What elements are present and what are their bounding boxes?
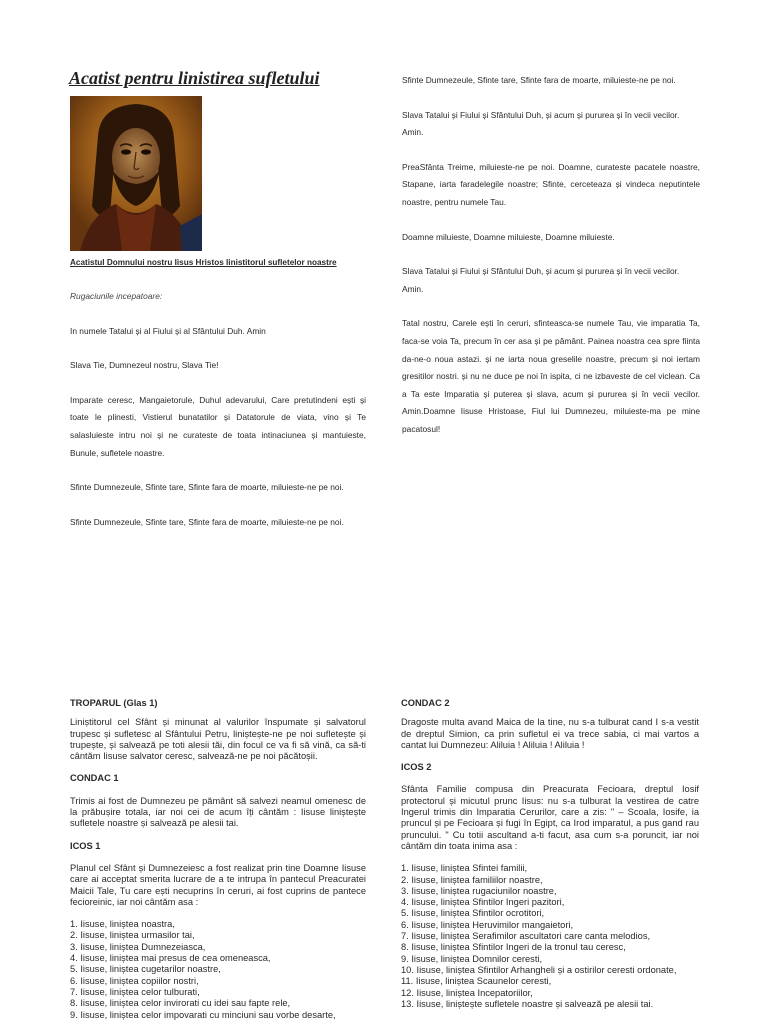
left-top-column	[70, 288, 366, 531]
list-item: 9. Iisuse, liniștea celor impovarati cu minciuni sau vorbe desarte,	[70, 1009, 336, 1020]
right-top-column	[402, 72, 700, 439]
list-item: 3. Iisuse, liniștea Dumnezeiasca,	[70, 941, 206, 952]
list-item: 7. Iisuse, liniștea Serafimilor ascultatori care canta melodios,	[401, 931, 651, 942]
paragraph: Imparate ceresc, Mangaietorule, Duhul adevarului, Care pretutindeni ești și toate le plinesti, Vistierul bunatatilor și Datatorule de viata, vino și Te salasluieste intru noi și ne curateste de toata intinaciunea și mantuieste, Bunule, sufletele noastre.	[70, 394, 366, 458]
list-item: 7. Iisuse, liniștea celor tulburati,	[70, 986, 200, 997]
paragraph: Sfinte Dumnezeule, Sfinte tare, Sfinte fara de moarte, miluieste-ne pe noi.	[402, 75, 676, 85]
troparul-heading: TROPARUL (Glas 1)	[70, 698, 158, 708]
icos1-heading: ICOS 1	[70, 840, 101, 851]
introductory-prayers-heading: Rugaciunile incepatoare:	[70, 291, 163, 301]
icos2-list	[401, 863, 699, 1010]
list-item: 1. Iisuse, liniștea Sfintei familii,	[401, 863, 528, 874]
condac1-text: Trimis ai fost de Dumnezeu pe pământ să salvezi neamul omenesc de la prăbușire totala, iar noi cei de acum îți cântăm : Iisuse liniștește sufletele noastre și salvează pe alesii tai.	[70, 795, 366, 829]
christ-icon	[70, 96, 202, 251]
list-item: 6. Iisuse, liniștea Heruvimilor mangaietori,	[401, 919, 574, 930]
list-item: 13. Iisuse, liniștește sufletele noastre și salvează pe alesii tai.	[401, 998, 654, 1009]
right-bottom-column	[401, 698, 699, 1010]
paragraph: Slava Tatalui și Fiului și Sfântului Duh, și acum și pururea și în vecii vecilor. Amin.	[402, 109, 680, 138]
list-item: 3. Iisuse, liniștea rugaciunilor noastre,	[401, 885, 557, 896]
paragraph: In numele Tatalui și al Fiului și al Sfântului Duh. Amin	[70, 325, 266, 336]
icos1-list	[70, 919, 366, 1021]
list-item: 8. Iisuse, liniștea Sfintilor Ingeri de la tronul tau ceresc,	[401, 942, 626, 953]
paragraph: Sfinte Dumnezeule, Sfinte tare, Sfinte fara de moarte, miluieste-ne pe noi.	[70, 482, 344, 493]
paragraph: Slava Tie, Dumnezeul nostru, Slava Tie!	[70, 360, 219, 371]
list-item: 4. Iisuse, liniștea mai presus de cea omeneasca,	[70, 953, 271, 964]
paragraph: PreaSfânta Treime, miluieste-ne pe noi. Doamne, curateste pacatele noastre, Stapane, iarta faradelegile noastre; Sfinte, cerceteaza și vindeca neputintele noastre, pentru numele Tau.	[402, 161, 700, 207]
list-item: 12. Iisuse, liniștea Incepatoriilor,	[401, 987, 533, 998]
icos1-text: Planul cel Sfânt și Dumnezeiesc a fost realizat prin tine Doamne Iisuse care ai acceptat smerita lucrare de a te intrupa în pantecul Preacuratei Maicii Tale, Tu care ești necuprins în ceruri, ai fost cuprins de pantece fecioreinic, iar noi cântăm asa :	[70, 862, 366, 907]
list-item: 1. Iisuse, liniștea noastra,	[70, 919, 175, 930]
list-item: 6. Iisuse, liniștea copiilor nostri,	[70, 975, 199, 986]
list-item: 10. Iisuse, liniștea Sfintilor Arhangheli și a ostirilor ceresti ordonate,	[401, 964, 677, 975]
list-item: 2. Iisuse, liniștea familiilor noastre,	[401, 874, 543, 885]
akathist-subtitle: Acatistul Domnului nostru Iisus Hristos linistitorul sufletelor noastre	[70, 258, 337, 267]
list-item: 11. Iisuse, liniștea Scaunelor ceresti,	[401, 976, 552, 987]
paragraph: Doamne miluieste, Doamne miluieste, Doamne miluieste.	[402, 231, 615, 242]
list-item: 5. Iisuse, liniștea Sfintilor ocrotitori,	[401, 908, 545, 919]
condac2-heading: CONDAC 2	[401, 698, 450, 708]
paragraph: Tatal nostru, Carele ești în ceruri, sfinteasca-se numele Tau, vie imparatia Ta, faca-se voia Ta, precum în cer asa și pe pământ. Painea noastra cea spre fiinta da-ne-o noua astazi. și ne iarta noua greselile noastre, precum și noi iertam gresitilor nostri. și nu ne duce pe noi în ispita, ci ne izbaveste de cel viclean. Ca a Ta este Imparatia și puterea și slava, acum și pururea și în vecii vecilor. Amin.Doamne Iisuse Hristoase, Fiul lui Dumnezeu, miluieste-ma pe mine pacatosul!	[402, 318, 700, 434]
list-item: 8. Iisuse, liniștea celor invirorati cu idei sau fapte rele,	[70, 998, 291, 1009]
list-item: 9. Iisuse, liniștea Domnilor ceresti,	[401, 953, 543, 964]
troparul-text: Liniștitorul cel Sfânt și minunat al valurilor înspumate și salvatorul trupesc și sufletesc al Sfântului Petru, liniștește-ne pe noi sufletește și trupește, și salvează pe toti alesii tăi, din focul ce va fi să vină, ca să-ti cântăm Iisuse salvator ceresc, salvează-ne pe noi păcătoșii.	[70, 717, 366, 762]
condac1-heading: CONDAC 1	[70, 773, 119, 784]
paragraph: Slava Tatalui și Fiului și Sfântului Duh, și acum și pururea și în vecii vecilor. Amin.	[402, 266, 680, 294]
paragraph: Sfinte Dumnezeule, Sfinte tare, Sfinte fara de moarte, miluieste-ne pe noi.	[70, 516, 344, 527]
list-item: 2. Iisuse, liniștea urmasilor tai,	[70, 930, 195, 941]
list-item: 4. Iisuse, liniștea Sfintilor Ingeri pazitori,	[401, 897, 565, 908]
document-title: Acatist pentru linistirea sufletului	[69, 68, 320, 88]
left-bottom-column	[70, 698, 366, 1021]
list-item: 5. Iisuse, liniștea cugetarilor noastre,	[70, 964, 221, 975]
condac2-text: Dragoste multa avand Maica de la tine, nu s-a tulburat cand I s-a vestit de dreptul Simion, ca prin sufletul ei va trece sabia, ci mai vartos a cantat lui Dumnezeu: Aliluia ! Aliluia ! Aliluia !	[401, 717, 699, 750]
icos2-heading: ICOS 2	[401, 762, 432, 773]
icos2-text: Sfânta Familie compusa din Preacurata Fecioara, dreptul Iosif protectorul și micutul prunc Iisus: nu s-a tulburat la vestirea de catre Ingerul trimis din Imparatia Cerurilor, care a zis: " – Scoala, Iosife, ia pruncul și pe Fecioara și fugi în Egipt, ca Irod imparatul, a pus gand rau pruncului. " Cu totii ascultand a-ti facut, asa cum s-a poruncit, iar noi cântăm din toata inima asa :	[401, 784, 699, 851]
